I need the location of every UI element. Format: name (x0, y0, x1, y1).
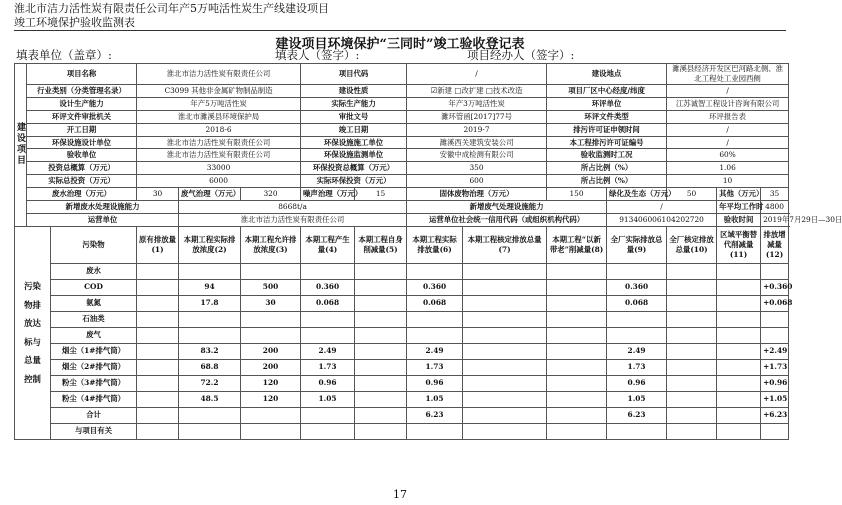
pollutant-value: 6.23 (407, 407, 463, 423)
field-value: 淮北市濉溪县环境保护局 (137, 110, 301, 123)
pollutant-value (547, 279, 607, 295)
pollutant-value (355, 407, 407, 423)
pollutant-value (301, 423, 355, 439)
field-value: 江苏诚智工程设计咨询有限公司 (667, 97, 789, 110)
field-label: 环保设施设计单位 (27, 136, 137, 149)
field-label: 环评文件审批机关 (27, 110, 137, 123)
pollutant-value (179, 327, 241, 343)
pollutant-value (355, 295, 407, 311)
pollutant-value (463, 343, 547, 359)
pollutant-row (15, 407, 789, 423)
pollutant-value (717, 311, 761, 327)
pollutant-value (301, 407, 355, 423)
pollutant-value (355, 359, 407, 375)
field-label: 开工日期 (27, 123, 137, 136)
pollutant-row (15, 295, 789, 311)
pollutant-value (355, 263, 407, 279)
pollutant-value (463, 311, 547, 327)
metric-col-header: 排放增减量(12) (761, 226, 789, 263)
pollutant-value (301, 263, 355, 279)
solid-invest-value: 150 (547, 188, 607, 201)
project-section-label-text: 建 设 项 目 (17, 122, 27, 166)
field-value: 600 (407, 175, 547, 188)
pollutant-row (15, 343, 789, 359)
project-row (15, 85, 789, 98)
metric-col-header: 原有排放量(1) (137, 226, 179, 263)
metric-col-header: 本期工程允许排放浓度(3) (241, 226, 301, 263)
field-label: 投资总概算（万元） (27, 162, 137, 175)
pollutant-name: COD (51, 279, 137, 295)
field-label: 环评文件类型 (547, 110, 667, 123)
pollutant-value: 17.8 (179, 295, 241, 311)
pollutant-value (547, 407, 607, 423)
pollutant-value (667, 311, 717, 327)
field-label: 项目代码 (301, 64, 407, 85)
pollutant-value: 0.360 (301, 279, 355, 295)
pollutant-value: 6.23 (607, 407, 667, 423)
pollutant-value (667, 407, 717, 423)
field-label: 设计生产能力 (27, 97, 137, 110)
field-value: 2019-7 (407, 123, 547, 136)
noise-invest-value: 15 (355, 188, 407, 201)
doc-header-title: 淮北市洁力活性炭有限责任公司年产5万吨活性炭生产线建设项目 (14, 2, 329, 15)
pollutant-value (407, 423, 463, 439)
work-hours-label: 年平均工作时 (717, 201, 761, 214)
pollutant-value (355, 279, 407, 295)
pollutant-value: +0.068 (761, 295, 789, 311)
pollutant-value (355, 423, 407, 439)
pollutant-value (761, 311, 789, 327)
pollutant-name: 烟尘（1#排气筒） (51, 343, 137, 359)
pollutant-row (15, 359, 789, 375)
pollutant-value: +2.49 (761, 343, 789, 359)
pollutant-value: 2.49 (607, 343, 667, 359)
pollutant-value (717, 391, 761, 407)
pollutant-value (355, 375, 407, 391)
pollutant-value (179, 263, 241, 279)
field-label: 审批文号 (301, 110, 407, 123)
project-row (15, 97, 789, 110)
pollutant-value: 120 (241, 391, 301, 407)
green-invest-value: 50 (667, 188, 717, 201)
metric-col-header: 本期工程核定排放总量(7) (463, 226, 547, 263)
pollutant-value: +0.96 (761, 375, 789, 391)
wastewater-capacity-label: 新增废水处理设施能力 (27, 201, 179, 214)
pollutant-row (15, 263, 789, 279)
project-row (15, 136, 789, 149)
pollutant-value: 500 (241, 279, 301, 295)
pollutant-value (667, 343, 717, 359)
field-value: / (667, 136, 789, 149)
pollutant-value (547, 343, 607, 359)
pollutant-name: 烟尘（2#排气筒） (51, 359, 137, 375)
pollutant-value: 200 (241, 359, 301, 375)
field-value: / (667, 85, 789, 98)
pollutant-row (15, 311, 789, 327)
field-label: 实际生产能力 (301, 97, 407, 110)
pollutant-header-row (15, 226, 789, 263)
pollutant-value: 68.8 (179, 359, 241, 375)
pollutant-value (137, 407, 179, 423)
field-label: 本工程排污许可证编号 (547, 136, 667, 149)
pollutant-value (241, 311, 301, 327)
field-label: 项目厂区中心经度/纬度 (547, 85, 667, 98)
pollutant-value (463, 407, 547, 423)
pollutant-value (717, 423, 761, 439)
pollutant-value (667, 327, 717, 343)
metric-col-header: 本期工程产生量(4) (301, 226, 355, 263)
pollutant-value: +1.73 (761, 359, 789, 375)
pollutant-name: 氨氮 (51, 295, 137, 311)
project-section (15, 64, 842, 227)
project-row (15, 162, 789, 175)
field-value: C3099 其他非金属矿物制品制造 (137, 85, 301, 98)
field-label: 竣工日期 (301, 123, 407, 136)
field-label: 所占比例（%） (547, 162, 667, 175)
metric-col-header: 本期工程自身削减量(5) (355, 226, 407, 263)
pollutant-value: 48.5 (179, 391, 241, 407)
pollutant-value (717, 295, 761, 311)
pollutant-row (15, 423, 789, 439)
pollutant-value (463, 375, 547, 391)
credit-code-label: 运营单位社会统一信用代码（或组织机构代码） (407, 213, 607, 226)
pollutant-value (667, 279, 717, 295)
pollutant-value (407, 311, 463, 327)
field-value: 350 (407, 162, 547, 175)
pollutant-value (717, 343, 761, 359)
pollutant-value: 0.068 (607, 295, 667, 311)
pollutant-value: +1.05 (761, 391, 789, 407)
pollutant-value (407, 327, 463, 343)
doc-header-subtitle: 竣工环境保护验收监测表 (14, 16, 135, 29)
field-value: 淮北市洁力活性炭有限责任公司 (137, 136, 301, 149)
pollutant-value (717, 375, 761, 391)
pollutant-value: +6.23 (761, 407, 789, 423)
pollutant-value (667, 263, 717, 279)
field-label: 建设性质 (301, 85, 407, 98)
pollutant-value (607, 311, 667, 327)
wastewater-capacity-value: 8668t/a (179, 201, 407, 214)
gas-capacity-value: / (607, 201, 717, 214)
field-value: 6000 (137, 175, 301, 188)
pollutant-value (463, 279, 547, 295)
pollutant-value (717, 407, 761, 423)
field-value: / (667, 123, 789, 136)
pollutant-value (137, 391, 179, 407)
pollutant-value (761, 263, 789, 279)
pollutant-value: 1.05 (407, 391, 463, 407)
pollutant-value (355, 327, 407, 343)
acceptance-time-label: 验收时间 (717, 213, 761, 226)
field-label: 验收监测时工况 (547, 149, 667, 162)
pollutant-value (667, 359, 717, 375)
field-label: 实际环保投资（万元） (301, 175, 407, 188)
pollutant-value: 30 (241, 295, 301, 311)
pollutant-value (355, 311, 407, 327)
pollutant-value (241, 263, 301, 279)
pollutant-value (179, 311, 241, 327)
field-value: 年产5万吨活性炭 (137, 97, 301, 110)
pollutant-value (547, 263, 607, 279)
pollutant-value (137, 279, 179, 295)
project-row (15, 175, 789, 188)
pollutant-value: 94 (179, 279, 241, 295)
field-value: 1.06 (667, 162, 789, 175)
pollutant-col-header: 污染物 (51, 226, 137, 263)
work-hours-value: 4800 (761, 201, 789, 214)
pollutant-value (547, 423, 607, 439)
field-value: 2018-6 (137, 123, 301, 136)
pollutant-value: 2.49 (301, 343, 355, 359)
pollutant-value (667, 391, 717, 407)
form-title: 建设项目环境保护“三同时”竣工验收登记表 (275, 37, 525, 52)
pollutant-section-label-text: 污染 物排 放达 标与 总量 控制 (24, 281, 41, 384)
pollutant-value: 0.068 (301, 295, 355, 311)
pollutant-value (137, 295, 179, 311)
handler-label: 项目经办人（签字）: (467, 48, 575, 62)
pollutant-value (463, 327, 547, 343)
metric-col-header: 本期工程“以新带老”削减量(8) (547, 226, 607, 263)
pollutant-value (547, 311, 607, 327)
pollutant-value (179, 407, 241, 423)
pollutant-value (463, 423, 547, 439)
pollutant-value (301, 327, 355, 343)
green-invest-label: 绿化及生态（万元） (607, 188, 667, 201)
pollutant-value (547, 391, 607, 407)
project-row (15, 110, 789, 123)
field-label: 行业类别（分类管理名录） (27, 85, 137, 98)
field-value: 濉溪西关建筑安装公司 (407, 136, 547, 149)
pollutant-value: 1.73 (301, 359, 355, 375)
pollutant-value: 83.2 (179, 343, 241, 359)
field-value: 环评报告表 (667, 110, 789, 123)
pollutant-value (547, 295, 607, 311)
wastewater-invest-value: 30 (137, 188, 179, 201)
field-value: 33000 (137, 162, 301, 175)
field-value: 濉溪县经济开发区巴河路北侧、淮北工程处工业园西侧 (667, 64, 789, 85)
pollutant-value (463, 359, 547, 375)
credit-code-value: 913406006104202720 (607, 213, 717, 226)
pollutant-value (547, 375, 607, 391)
pollutant-value: 72.2 (179, 375, 241, 391)
pollutant-value (137, 311, 179, 327)
field-value: 濉环管函[2017]77号 (407, 110, 547, 123)
metric-col-header: 本期工程实际排放浓度(2) (179, 226, 241, 263)
pollutant-value (717, 279, 761, 295)
pollutant-value (137, 375, 179, 391)
pollutant-value (463, 295, 547, 311)
field-value: 年产3万吨活性炭 (407, 97, 547, 110)
pollutant-value (717, 263, 761, 279)
operator-label: 运营单位 (27, 213, 179, 226)
pollutant-name: 粉尘（4#排气筒） (51, 391, 137, 407)
pollutant-value: 0.96 (607, 375, 667, 391)
pollutant-value (137, 359, 179, 375)
project-row (15, 149, 789, 162)
pollutant-name: 废气 (51, 327, 137, 343)
pollutant-name: 与项目有关 (51, 423, 137, 439)
pollutant-row (15, 327, 789, 343)
pollutant-value (355, 391, 407, 407)
project-row (15, 64, 789, 85)
pollutant-value: 1.73 (607, 359, 667, 375)
pollutant-value (463, 391, 547, 407)
field-label: 环保投资总概算（万元） (301, 162, 407, 175)
solid-invest-label: 固体废物治理（万元） (407, 188, 547, 201)
metric-col-header: 全厂实际排放总量(9) (607, 226, 667, 263)
pollutant-value (607, 423, 667, 439)
pollutant-name: 石油类 (51, 311, 137, 327)
field-label: 环评单位 (547, 97, 667, 110)
pollutant-value: 1.05 (607, 391, 667, 407)
registration-table (14, 63, 842, 440)
field-value: 10 (667, 175, 789, 188)
pollutant-value (241, 407, 301, 423)
pollutant-value (137, 343, 179, 359)
filler-label: 填表人（签字）: (275, 48, 360, 62)
pollutant-value (137, 423, 179, 439)
field-label: 建设地点 (547, 64, 667, 85)
pollutant-value (717, 327, 761, 343)
field-label: 项目名称 (27, 64, 137, 85)
pollutant-value (667, 423, 717, 439)
pollutant-value: 200 (241, 343, 301, 359)
pollutant-value: 1.73 (407, 359, 463, 375)
acceptance-time-value: 2019年7月29日—30日 (761, 213, 789, 226)
project-row (15, 123, 789, 136)
pollutant-value (607, 263, 667, 279)
pollutant-value (355, 343, 407, 359)
pollutant-value (761, 327, 789, 343)
pollutant-value (241, 327, 301, 343)
pollutant-value (667, 295, 717, 311)
pollutant-name: 粉尘（3#排气筒） (51, 375, 137, 391)
pollutant-value: 0.96 (407, 375, 463, 391)
pollutant-name: 合计 (51, 407, 137, 423)
metric-col-header: 本期工程实际排放量(6) (407, 226, 463, 263)
pollutant-value (607, 327, 667, 343)
field-value: / (407, 64, 547, 85)
header-divider (14, 30, 786, 31)
pollutant-section (15, 226, 793, 439)
capacity-row (15, 201, 789, 214)
operator-row (15, 213, 789, 226)
pollutant-value: 120 (241, 375, 301, 391)
field-value: 60% (667, 149, 789, 162)
field-label: 排污许可证申领时间 (547, 123, 667, 136)
pollutant-value: 0.068 (407, 295, 463, 311)
page-number: 17 (393, 488, 407, 501)
pollutant-value (761, 423, 789, 439)
wastewater-invest-label: 废水治理（万元） (27, 188, 137, 201)
pollutant-value (137, 263, 179, 279)
other-invest-value: 35 (761, 188, 789, 201)
other-invest-label: 其他（万元） (717, 188, 761, 201)
metric-col-header: 区域平衡替代削减量(11) (717, 226, 761, 263)
pollutant-value (407, 263, 463, 279)
pollutant-section-label (15, 226, 51, 439)
field-value: 淮北市洁力活性炭有限责任公司 (137, 149, 301, 162)
pollutant-row (15, 391, 789, 407)
pollutant-value: +0.360 (761, 279, 789, 295)
pollutant-value: 0.96 (301, 375, 355, 391)
investment-detail-row (15, 188, 789, 201)
field-label: 实际总投资（万元） (27, 175, 137, 188)
field-value: ☑新建 □改扩建 □技术改造 (407, 85, 547, 98)
pollutant-row (15, 279, 789, 295)
pollutant-value (137, 327, 179, 343)
gas-capacity-label: 新增废气处理设施能力 (407, 201, 607, 214)
gas-invest-value: 320 (241, 188, 301, 201)
pollutant-value: 1.05 (301, 391, 355, 407)
pollutant-value (179, 423, 241, 439)
pollutant-value: 0.360 (607, 279, 667, 295)
pollutant-value: 2.49 (407, 343, 463, 359)
pollutant-value (547, 327, 607, 343)
field-label: 验收单位 (27, 149, 137, 162)
pollutant-value (463, 263, 547, 279)
metric-col-header: 全厂核定排放总量(10) (667, 226, 717, 263)
field-value: 淮北市洁力活性炭有限责任公司 (137, 64, 301, 85)
pollutant-value (717, 359, 761, 375)
pollutant-value (301, 311, 355, 327)
noise-invest-label: 噪声治理（万元） (301, 188, 355, 201)
pollutant-value (241, 423, 301, 439)
pollutant-row (15, 375, 789, 391)
project-section-label (15, 64, 27, 227)
pollutant-value: 0.360 (407, 279, 463, 295)
pollutant-value (667, 375, 717, 391)
gas-invest-label: 废气治理（万元） (179, 188, 241, 201)
field-label: 环保设施施工单位 (301, 136, 407, 149)
field-label: 所占比例（%） (547, 175, 667, 188)
operator-value: 淮北市洁力活性炭有限责任公司 (179, 213, 407, 226)
pollutant-name: 废水 (51, 263, 137, 279)
pollutant-value (547, 359, 607, 375)
field-value: 安徽中成检测有限公司 (407, 149, 547, 162)
field-label: 环保设施监测单位 (301, 149, 407, 162)
fill-unit-label: 填表单位（盖章）: (16, 48, 112, 62)
